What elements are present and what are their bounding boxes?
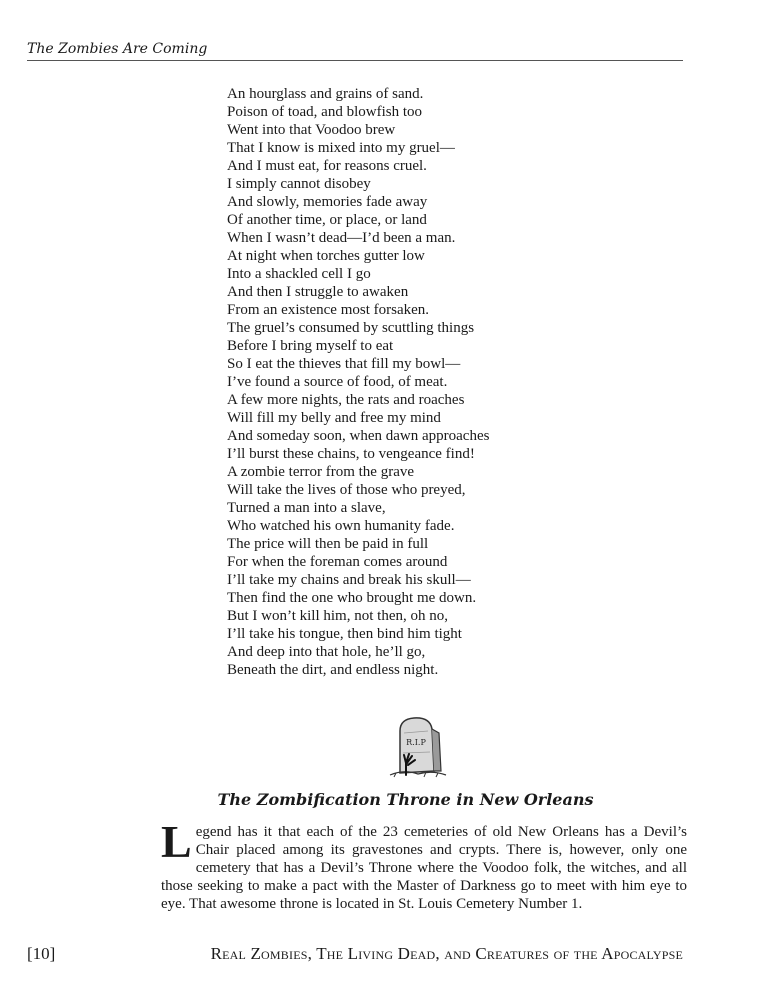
poem-line: When I wasn’t dead—I’d been a man. — [227, 230, 456, 246]
poem-line: A zombie terror from the grave — [227, 464, 415, 480]
poem-line: I’ve found a source of food, of meat. — [227, 374, 448, 390]
poem-line: Poison of toad, and blowfish too — [227, 104, 422, 120]
poem-line: And then I struggle to awaken — [227, 284, 409, 300]
poem-line: At night when torches gutter low — [227, 248, 425, 264]
poem-line: Beneath the dirt, and endless night. — [227, 662, 439, 678]
running-title: The Zombies Are Coming — [27, 41, 208, 57]
poem-line: The gruel’s consumed by scuttling things — [227, 320, 475, 336]
tombstone-hand-icon — [384, 713, 450, 779]
section-body — [161, 816, 687, 913]
poem-line: I simply cannot disobey — [227, 176, 371, 192]
poem-line: And I must eat, for reasons cruel. — [227, 158, 427, 174]
poem-line: Before I bring myself to eat — [227, 338, 394, 354]
poem-line: And slowly, memories fade away — [227, 194, 428, 210]
book-title-footer: Real Zombies, The Living Dead, and Creatures of the Apocalypse — [210, 944, 683, 963]
poem-line: Of another time, or place, or land — [227, 212, 427, 228]
poem-line: I’ll burst these chains, to vengeance find! — [227, 446, 475, 462]
section-body-text: egend has it that each of the 23 cemeteries of old New Orleans has a Devil’s Chair placed among its gravestones and crypts. There is, however, only one cemetery that has a Devil’s Throne where the Voodoo folk, the witches, and all those seeking to make a pact with the Master of Darkness go to meet with him eye to eye. That awesome throne is located in St. Louis Cemetery Number 1. — [161, 824, 687, 912]
tombstone-inscription: R.I.P — [406, 738, 426, 747]
poem-line: Then find the one who brought me down. — [227, 590, 477, 606]
poem-line: But I won’t kill him, not then, oh no, — [227, 608, 448, 624]
poem-line: A few more nights, the rats and roaches — [227, 392, 465, 408]
poem-line: That I know is mixed into my gruel— — [227, 140, 455, 156]
running-header — [27, 40, 683, 61]
poem-line: So I eat the thieves that fill my bowl— — [227, 356, 461, 372]
poem-line: An hourglass and grains of sand. — [227, 86, 424, 102]
poem-line: For when the foreman comes around — [227, 554, 448, 570]
page-number: [10] — [27, 944, 56, 963]
poem-line: Who watched his own humanity fade. — [227, 518, 455, 534]
section-title: The Zombification Throne in New Orleans — [217, 790, 594, 809]
poem-line: And deep into that hole, he’ll go, — [227, 644, 426, 660]
poem-line: From an existence most forsaken. — [227, 302, 430, 318]
poem-line: And someday soon, when dawn approaches — [227, 428, 490, 444]
poem-line: Into a shackled cell I go — [227, 266, 371, 282]
poem-line: Went into that Voodoo brew — [227, 122, 396, 138]
poem-line: The price will then be paid in full — [227, 536, 429, 552]
drop-cap: L — [161, 816, 192, 867]
poem-line: Will take the lives of those who preyed, — [227, 482, 466, 498]
poem — [227, 85, 489, 679]
poem-line: Will fill my belly and free my mind — [227, 410, 441, 426]
poem-line: I’ll take his tongue, then bind him tight — [227, 626, 462, 642]
poem-line: I’ll take my chains and break his skull— — [227, 572, 471, 588]
poem-line: Turned a man into a slave, — [227, 500, 386, 516]
